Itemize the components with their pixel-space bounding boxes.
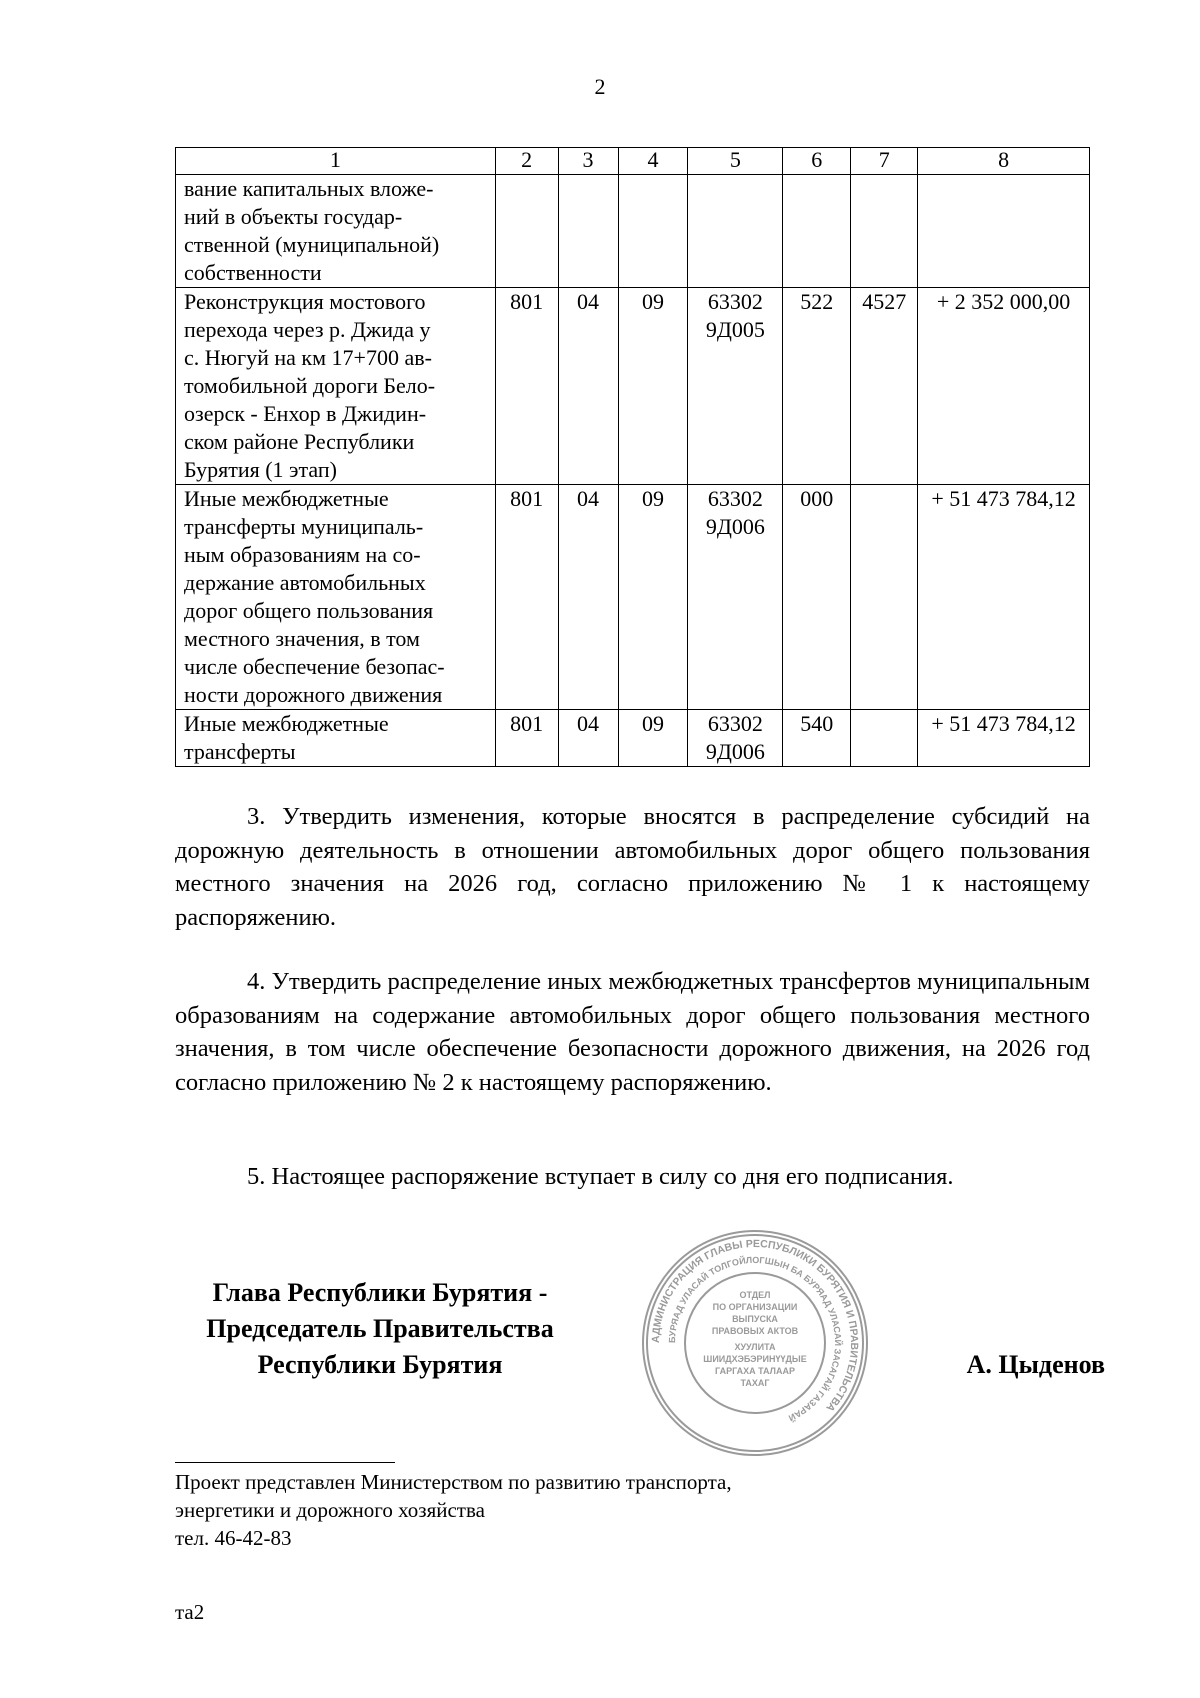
seal-inner-text: БУРЯАД УЛАСАЙ ТОЛГОЙЛОГШЫН БА БУРЯАД УЛАСАЙ ЗАСАГАЙ ГАЗАРАЙ — [666, 1254, 844, 1424]
column-number-8: 8 — [918, 148, 1090, 175]
row-name-cell: Иные межбюджетные трансферты муниципаль- ным образованиям на со- держание автомобильных дорог общего пользования местного значения, в том числе обеспечение безопас- ности дорожного движения — [176, 485, 496, 710]
page-number: 2 — [594, 74, 606, 99]
row-cell-col-8: + 2 352 000,00 — [918, 288, 1090, 485]
paragraph-5 — [175, 1160, 1090, 1194]
paragraph-5-text: 5. Настоящее распоряжение вступает в силу со дня его подписания. — [247, 1163, 954, 1190]
row-cell-col-7 — [851, 175, 918, 288]
column-number-1: 1 — [176, 148, 496, 175]
footnote-phone: тел. 46-42-83 — [175, 1526, 292, 1550]
row-cell-col-7 — [851, 485, 918, 710]
row-cell-col-5: 63302 9Д006 — [688, 710, 783, 767]
row-cell-col-4 — [618, 175, 688, 288]
signatory-title-line-2: Председатель Правительства — [206, 1314, 554, 1343]
table-row — [176, 175, 1090, 288]
seal-center-line-7: ГАРГАХА ТАЛААР — [715, 1366, 795, 1376]
seal-center-line-2: ПО ОРГАНИЗАЦИИ — [712, 1302, 798, 1312]
row-cell-col-6: 522 — [783, 288, 851, 485]
table-row — [176, 288, 1090, 485]
row-cell-col-5: 63302 9Д006 — [688, 485, 783, 710]
column-number-2: 2 — [495, 148, 558, 175]
signatory-title-line-1: Глава Республики Бурятия - — [212, 1278, 548, 1307]
signatory-title — [170, 1275, 590, 1383]
row-cell-col-3: 04 — [558, 710, 618, 767]
column-number-6: 6 — [783, 148, 851, 175]
seal-outer-text: АДМИНИСТРАЦИЯ ГЛАВЫ РЕСПУБЛИКИ БУРЯТИЯ И ПРАВИТЕЛЬСТВА — [649, 1237, 861, 1414]
row-cell-col-2 — [495, 175, 558, 288]
signatory-title-line-3: Республики Бурятия — [257, 1350, 503, 1379]
footnote — [175, 1468, 975, 1552]
row-cell-col-2: 801 — [495, 710, 558, 767]
budget-changes-table — [175, 147, 1090, 767]
row-cell-col-7: 4527 — [851, 288, 918, 485]
seal-center-line-5: ХУУЛИТА — [734, 1342, 776, 1352]
column-number-5: 5 — [688, 148, 783, 175]
official-seal — [640, 1228, 870, 1458]
paragraph-4-text: 4. Утвердить распределение иных межбюджетных трансфертов муниципальным образованиям на содержание автомобильных дорог общего пользования местного значения, в том числе обеспечение безопасности дорожного движения, на 2026 год согласно приложению № 2 к настоящему распоряжению. — [175, 968, 1090, 1096]
row-cell-col-6: 540 — [783, 710, 851, 767]
footnote-line-2: энергетики и дорожного хозяйства — [175, 1498, 485, 1522]
seal-center-line-6: ШИИДХЭБЭРИНҮҮДЫЕ — [703, 1354, 807, 1364]
document-code: та2 — [175, 1600, 205, 1624]
row-cell-col-4: 09 — [618, 485, 688, 710]
row-cell-col-5 — [688, 175, 783, 288]
row-cell-col-8: + 51 473 784,12 — [918, 485, 1090, 710]
row-cell-col-6 — [783, 175, 851, 288]
row-cell-col-8 — [918, 175, 1090, 288]
seal-center-line-8: ТАХАГ — [740, 1378, 770, 1388]
row-cell-col-4: 09 — [618, 288, 688, 485]
row-cell-col-7 — [851, 710, 918, 767]
seal-center-line-3: ВЫПУСКА — [732, 1314, 778, 1324]
row-name-cell: Реконструкция мостового перехода через р. Джида у с. Нюгуй на км 17+700 ав- томобильной дороги Бело- озерск - Енхор в Джидин- ском районе Республики Бурятия (1 этап) — [176, 288, 496, 485]
row-cell-col-4: 09 — [618, 710, 688, 767]
footnote-divider — [175, 1462, 395, 1463]
row-cell-col-2: 801 — [495, 288, 558, 485]
table-row — [176, 485, 1090, 710]
row-name-cell: вание капитальных вложе- ний в объекты государ- ственной (муниципальной) собственности — [176, 175, 496, 288]
row-cell-col-8: + 51 473 784,12 — [918, 710, 1090, 767]
paragraph-3 — [175, 800, 1090, 934]
table-row — [176, 710, 1090, 767]
row-cell-col-3: 04 — [558, 485, 618, 710]
row-cell-col-3 — [558, 175, 618, 288]
row-cell-col-2: 801 — [495, 485, 558, 710]
table-header-row — [176, 148, 1090, 175]
paragraph-4 — [175, 965, 1090, 1099]
column-number-4: 4 — [618, 148, 688, 175]
row-cell-col-3: 04 — [558, 288, 618, 485]
row-name-cell: Иные межбюджетные трансферты — [176, 710, 496, 767]
row-cell-col-6: 000 — [783, 485, 851, 710]
seal-center-line-1: ОТДЕЛ — [739, 1290, 771, 1300]
footnote-line-1: Проект представлен Министерством по развитию транспорта, — [175, 1470, 732, 1494]
paragraph-3-text: 3. Утвердить изменения, которые вносятся в распределение субсидий на дорожную деятельность в отношении автомобильных дорог общего пользования местного значения на 2026 год, согласно приложению № 1 к настоящему распоряжению. — [175, 803, 1090, 931]
row-cell-col-5: 63302 9Д005 — [688, 288, 783, 485]
signatory-name: А. Цыденов — [966, 1350, 1105, 1379]
column-number-3: 3 — [558, 148, 618, 175]
seal-center-line-4: ПРАВОВЫХ АКТОВ — [711, 1326, 799, 1336]
column-number-7: 7 — [851, 148, 918, 175]
